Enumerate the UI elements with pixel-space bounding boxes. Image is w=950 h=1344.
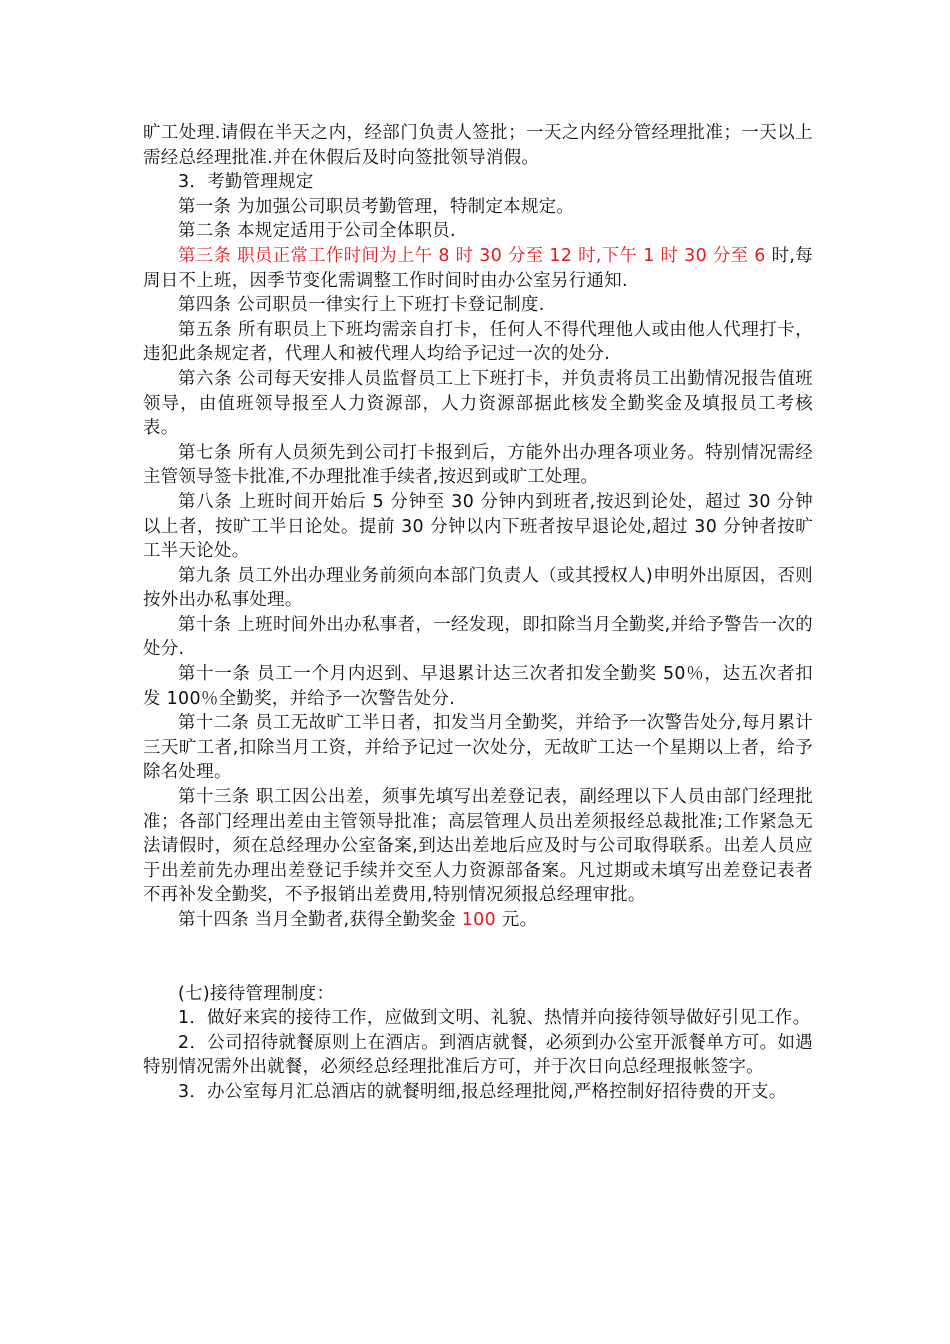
article-2: 第二条 本规定适用于公司全体职员. xyxy=(178,221,456,242)
article-8: 第八条 上班时间开始后 5 分钟至 30 分钟内到班者,按迟到论处，超过 30 分钟以上者，按旷工半日论处。提前 30 分钟以内下班者按早退论处,超过 30 分钟者按旷工半天论处。 xyxy=(143,491,813,562)
article-7: 第七条 所有人员须先到公司打卡报到后，方能外出办理各项业务。特别情况需经主管领导签卡批准,不办理批准手续者,按迟到或旷工处理。 xyxy=(143,442,813,488)
intro-paragraph: 旷工处理.请假在半天之内，经部门负责人签批；一天之内经分管经理批准；一天以上需经总经理批准.并在休假后及时向签批领导消假。 xyxy=(143,123,813,168)
article-9: 第九条 员工外出办理业务前须向本部门负责人（或其授权人)申明外出原因，否则按外出办私事处理。 xyxy=(143,565,813,611)
article-11: 第十一条 员工一个月内迟到、早退累计达三次者扣发全勤奖 50％，达五次者扣发 100％全勤奖，并给予一次警告处分. xyxy=(143,664,813,709)
reception-item-1: 1．做好来宾的接待工作，应做到文明、礼貌、热情并向接待领导做好引见工作。 xyxy=(178,1008,811,1029)
section-heading-attendance: 3．考勤管理规定 xyxy=(178,172,314,193)
article-13: 第十三条 职工因公出差，须事先填写出差登记表，副经理以下人员由部门经理批准；各部门经理出差由主管领导批准；高层管理人员出差须报经总裁批准;工作紧急无法请假时，须在总经理办公室备案,到达出差地后应及时与公司取得联系。出差人员应于出差前先办理出差登记手续并交至人力资源部备案。凡过期或未填写出差登记表者不再补发全勤奖，不予报销出差费用,特别情况须报总经理审批。 xyxy=(143,787,813,906)
article-3-rest: 时,每周日不上班，因季节变化需调整工作时间时由办公室另行通知. xyxy=(143,245,813,291)
article-3-highlight: 第三条 职员正常工作时间为上午 8 时 30 分至 12 时,下午 1 时 30 分至 6 xyxy=(178,245,766,266)
article-4: 第四条 公司职员一律实行上下班打卡登记制度. xyxy=(178,295,545,316)
article-14 xyxy=(143,908,813,933)
article-12: 第十二条 员工无故旷工半日者，扣发当月全勤奖，并给予一次警告处分,每月累计三天旷工者,扣除当月工资，并给予记过一次处分，无故旷工达一个星期以上者，给予除名处理。 xyxy=(143,713,813,783)
document-body xyxy=(143,121,813,1105)
reception-item-3: 3．办公室每月汇总酒店的就餐明细,报总经理批阅,严格控制好招待费的开支。 xyxy=(178,1081,787,1102)
section-heading-reception: (七)接待管理制度： xyxy=(178,983,335,1004)
reception-item-2: 2．公司招待就餐原则上在酒店。到酒店就餐，必须到办公室开派餐单方可。如遇特别情况需外出就餐，必须经总经理批准后方可，并于次日向总经理报帐签字。 xyxy=(143,1032,813,1078)
article-14-prefix: 第十四条 当月全勤者,获得全勤奖金 xyxy=(178,910,462,930)
article-5: 第五条 所有职员上下班均需亲自打卡，任何人不得代理他人或由他人代理打卡，违犯此条规定者，代理人和被代理人均给予记过一次的处分. xyxy=(143,319,813,365)
paragraph-spacer xyxy=(143,933,813,982)
article-14-suffix: 元。 xyxy=(496,910,538,930)
article-3 xyxy=(143,244,813,293)
article-6: 第六条 公司每天安排人员监督员工上下班打卡，并负责将员工出勤情况报告值班领导，由值班领导报至人力资源部，人力资源部据此核发全勤奖金及填报员工考核表。 xyxy=(143,368,813,439)
article-10: 第十条 上班时间外出办私事者，一经发现，即扣除当月全勤奖,并给予警告一次的处分. xyxy=(143,614,813,660)
article-14-amount: 100 xyxy=(461,910,496,930)
article-1: 第一条 为加强公司职员考勤管理，特制定本规定。 xyxy=(178,196,575,217)
